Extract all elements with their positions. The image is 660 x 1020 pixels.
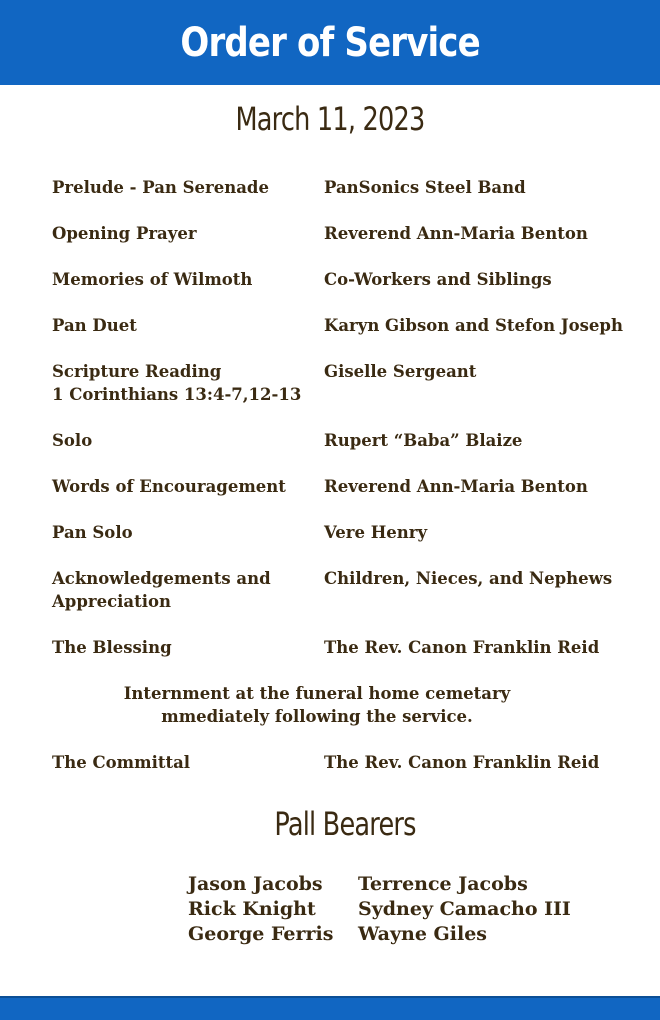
footer-band bbox=[0, 996, 660, 1020]
program-participant: Reverend Ann-Maria Benton bbox=[324, 224, 588, 243]
program-item bbox=[52, 521, 324, 544]
internment-note: Internment at the funeral home cemetary mmediately following the service. bbox=[123, 684, 511, 726]
program-participant: The Rev. Canon Franklin Reid bbox=[324, 638, 600, 657]
program-item: The Committal bbox=[52, 753, 191, 772]
program-row bbox=[52, 429, 632, 452]
header-band bbox=[0, 0, 660, 85]
program-participant: Reverend Ann-Maria Benton bbox=[324, 477, 588, 496]
bearer-name: Rick Knight bbox=[188, 898, 316, 920]
program-row bbox=[52, 475, 632, 498]
program-item-line: Solo bbox=[52, 431, 93, 450]
program-item-line: 1 Corinthians 13:4-7,12-13 bbox=[52, 385, 302, 404]
program-item bbox=[52, 429, 324, 452]
program-participant: The Rev. Canon Franklin Reid bbox=[324, 753, 600, 772]
program-row bbox=[52, 268, 632, 291]
bearer-name: Terrence Jacobs bbox=[358, 873, 528, 895]
program-item bbox=[52, 567, 324, 613]
program-item-line: Words of Encouragement bbox=[52, 477, 286, 496]
program-item-line: Opening Prayer bbox=[52, 224, 197, 243]
program-item bbox=[52, 314, 324, 337]
program-item bbox=[52, 222, 324, 245]
page-title: Order of Service bbox=[180, 19, 480, 66]
bearer-name: George Ferris bbox=[188, 923, 334, 945]
program-item-line: Pan Solo bbox=[52, 523, 133, 542]
program-participant: Co-Workers and Siblings bbox=[324, 270, 552, 289]
bearer-name: Jason Jacobs bbox=[188, 873, 323, 895]
program-participant: Giselle Sergeant bbox=[324, 362, 477, 381]
program-participant: Karyn Gibson and Stefon Joseph bbox=[324, 316, 623, 335]
program-row-committal bbox=[52, 751, 632, 774]
program-participant: PanSonics Steel Band bbox=[324, 178, 526, 197]
program-item-line: Scripture Reading bbox=[52, 362, 222, 381]
program-list bbox=[52, 176, 632, 797]
program-participant: Vere Henry bbox=[324, 523, 428, 542]
program-item-line: Appreciation bbox=[52, 592, 171, 611]
program-item bbox=[52, 268, 324, 291]
program-item bbox=[52, 176, 324, 199]
program-item-line: Prelude - Pan Serenade bbox=[52, 178, 269, 197]
program-item bbox=[52, 475, 324, 498]
program-item bbox=[52, 636, 324, 659]
program-item-line: Memories of Wilmoth bbox=[52, 270, 253, 289]
program-row bbox=[52, 360, 632, 406]
program-row bbox=[52, 314, 632, 337]
program-row bbox=[52, 521, 632, 544]
bearer-name: Sydney Camacho III bbox=[358, 898, 571, 920]
program-item-line: Pan Duet bbox=[52, 316, 137, 335]
program-item bbox=[52, 360, 324, 406]
pall-bearers-title: Pall Bearers bbox=[274, 805, 416, 843]
program-item-line: The Blessing bbox=[52, 638, 172, 657]
pall-bearers-left bbox=[188, 872, 333, 947]
service-date: March 11, 2023 bbox=[235, 100, 425, 138]
program-row bbox=[52, 567, 632, 613]
program-item-line: Acknowledgements and bbox=[52, 569, 271, 588]
program-row bbox=[52, 636, 632, 659]
pall-bearers-right bbox=[358, 872, 571, 947]
program-row bbox=[52, 222, 632, 245]
program-participant: Rupert “Baba” Blaize bbox=[324, 431, 523, 450]
program-participant: Children, Nieces, and Nephews bbox=[324, 569, 613, 588]
program-row bbox=[52, 176, 632, 199]
bearer-name: Wayne Giles bbox=[358, 923, 488, 945]
